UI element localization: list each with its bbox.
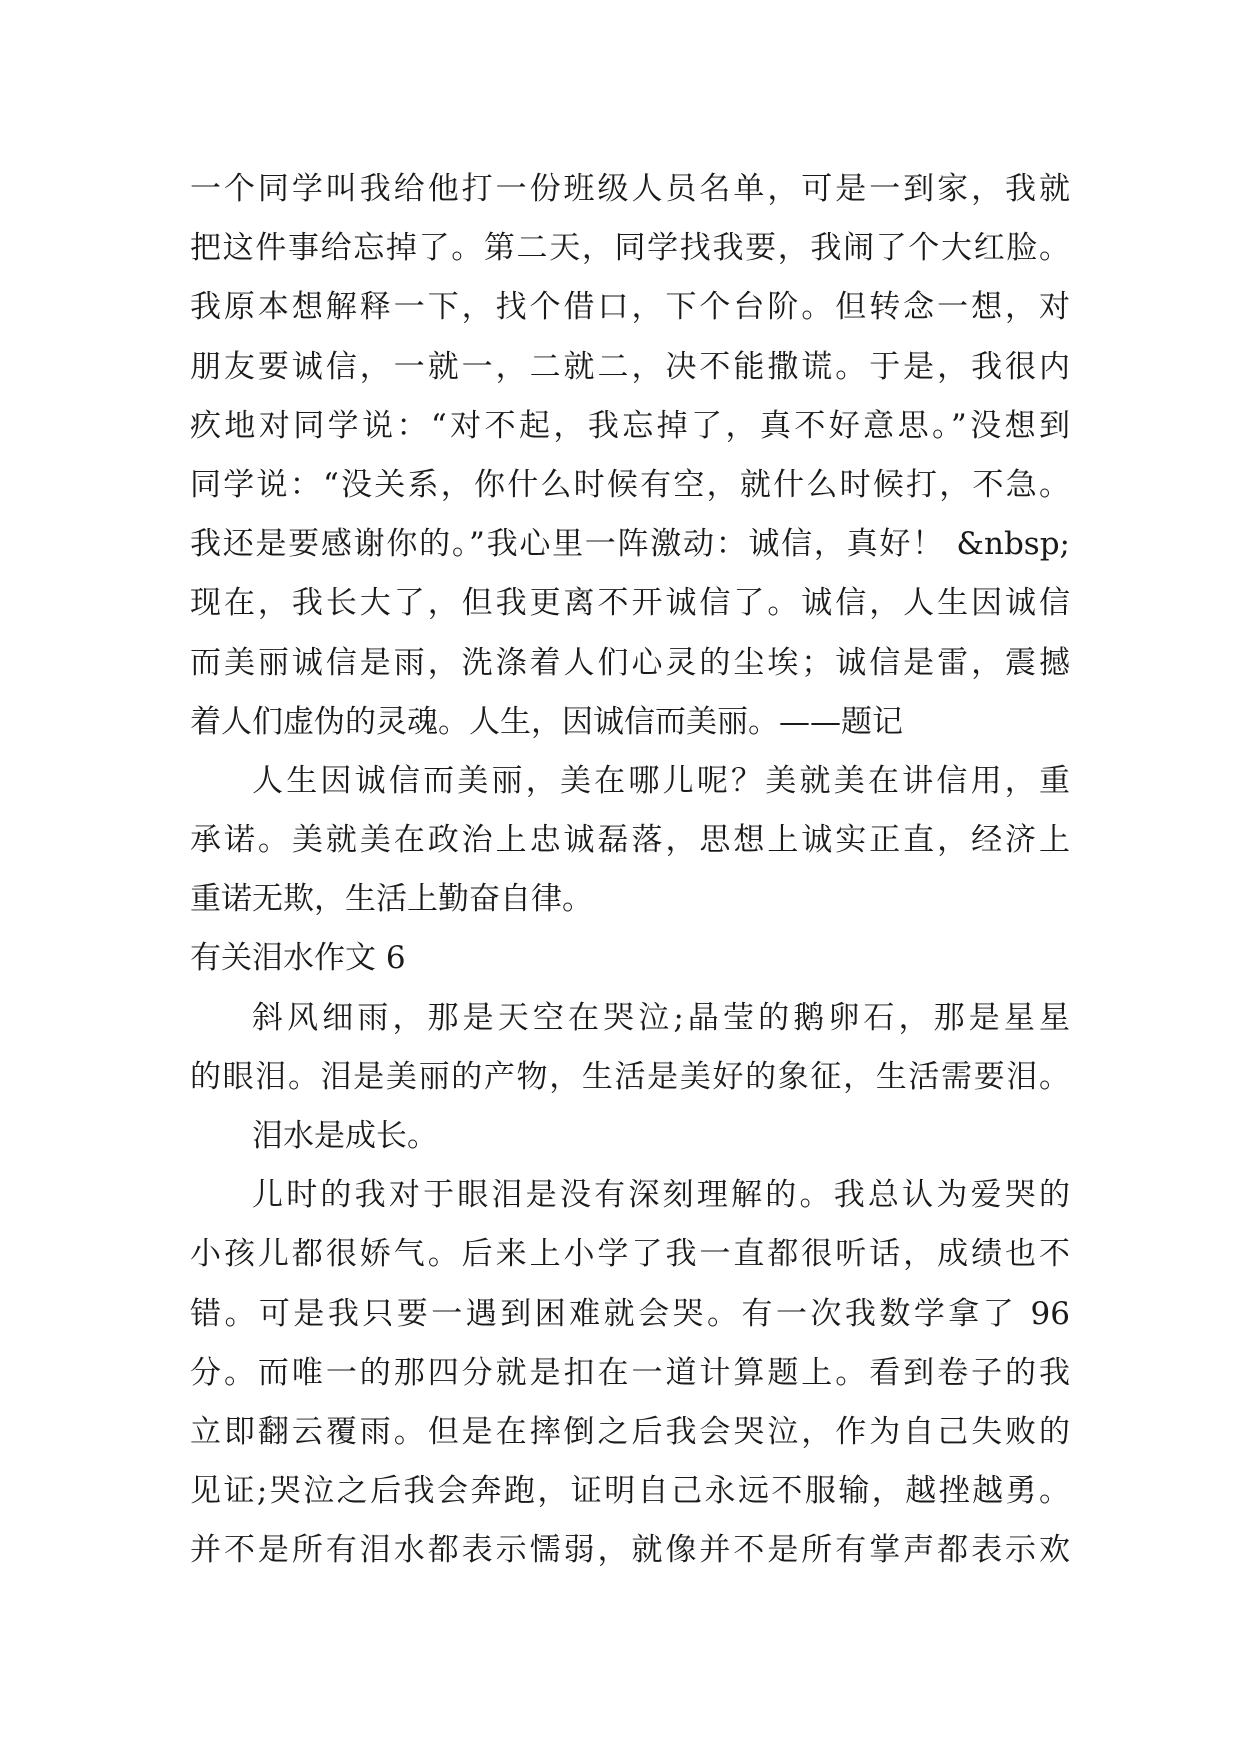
- text-line: 承诺。美就美在政治上忠诚磊落，思想上诚实正直，经济上: [190, 822, 1070, 859]
- text-line: 现在，我长大了，但我更离不开诚信了。诚信，人生因诚信: [190, 585, 1070, 622]
- text-line: 错。可是我只要一遇到困难就会哭。有一次我数学拿了 96: [190, 1295, 1070, 1332]
- text-line: 分。而唯一的那四分就是扣在一道计算题上。看到卷子的我: [190, 1354, 1070, 1391]
- text-line: 小孩儿都很娇气。后来上小学了我一直都很听话，成绩也不: [190, 1236, 1070, 1273]
- text-line: 见证;哭泣之后我会奔跑，证明自己永远不服输，越挫越勇。: [190, 1473, 1070, 1510]
- text-line: 一个同学叫我给他打一份班级人员名单，可是一到家，我就: [190, 171, 1070, 207]
- text-line: 着人们虚伪的灵魂。人生，因诚信而美丽。——题记: [190, 703, 903, 740]
- text-line: 把这件事给忘掉了。第二天，同学找我要，我闹了个大红脸。: [190, 230, 1070, 267]
- text-line: 疚地对同学说：“对不起，我忘掉了，真不好意思。”没想到: [190, 407, 1070, 444]
- text-line: 我还是要感谢你的。”我心里一阵激动：诚信，真好！ &nbsp;: [190, 526, 1070, 563]
- essay-body: [190, 160, 1070, 1581]
- paragraph-start-line: 泪水是成长。: [252, 1118, 438, 1154]
- text-line: 朋友要诚信，一就一，二就二，决不能撒谎。于是，我很内: [190, 348, 1070, 385]
- text-line: 我原本想解释一下，找个借口，下个台阶。但转念一想，对: [190, 289, 1070, 326]
- paragraph-start-line: 儿时的我对于眼泪是没有深刻理解的。我总认为爱哭的: [252, 1177, 1070, 1214]
- text-line: 同学说：“没关系，你什么时候有空，就什么时候打，不急。: [190, 466, 1070, 503]
- paragraph-start-line: 人生因诚信而美丽，美在哪儿呢？美就美在讲信用，重: [252, 762, 1070, 799]
- section-heading: 有关泪水作文 6: [190, 940, 406, 977]
- paragraph-start-line: 斜风细雨，那是天空在哭泣;晶莹的鹅卵石，那是星星: [252, 999, 1070, 1036]
- text-line: 并不是所有泪水都表示懦弱，就像并不是所有掌声都表示欢: [190, 1532, 1070, 1569]
- text-line: 重诺无欺，生活上勤奋自律。: [190, 881, 593, 918]
- text-line: 的眼泪。泪是美丽的产物，生活是美好的象征，生活需要泪。: [190, 1058, 1070, 1095]
- text-line: 而美丽诚信是雨，洗涤着人们心灵的尘埃；诚信是雷，震撼: [190, 644, 1070, 681]
- text-line: 立即翻云覆雨。但是在摔倒之后我会哭泣，作为自己失败的: [190, 1413, 1070, 1450]
